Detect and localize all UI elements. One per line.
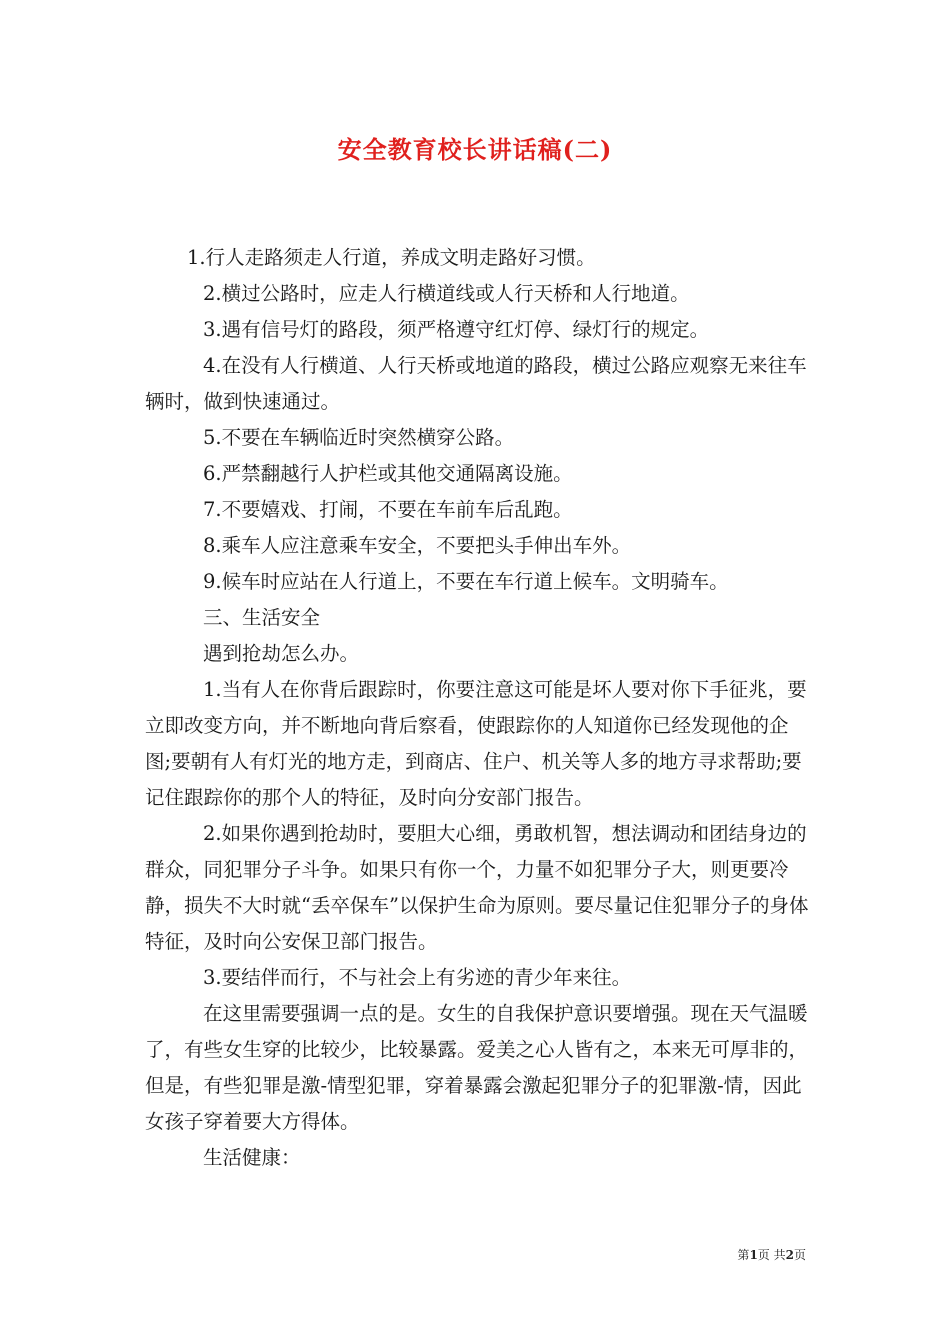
paragraph-rule-2: 2.横过公路时，应走人行横道线或人行天桥和人行地道。 [203, 282, 690, 305]
footer-middle: 页 共 [757, 1248, 786, 1262]
document-body [145, 240, 810, 1176]
subheading-robbery: 遇到抢劫怎么办。 [203, 642, 360, 665]
footer-suffix: 页 [793, 1248, 806, 1262]
paragraph-robbery-1: 1.当有人在你背后跟踪时，你要注意这可能是坏人要对你下手征兆，要立即改变方向，并不断地向背后察看，使跟踪你的人知道你已经发现他的企图;要朝有人有灯光的地方走，到商店、住户、机关等人多的地方寻求帮助;要记住跟踪你的那个人的特征，及时向分安部门报告。 [145, 678, 807, 809]
subheading-life-health: 生活健康： [203, 1146, 301, 1169]
section-heading-life-safety: 三、生活安全 [203, 606, 321, 629]
paragraph-rule-6: 6.严禁翻越行人护栏或其他交通隔离设施。 [203, 462, 573, 485]
paragraph-rule-8: 8.乘车人应注意乘车安全，不要把头手伸出车外。 [203, 534, 632, 557]
paragraph-rule-3: 3.遇有信号灯的路段，须严格遵守红灯停、绿灯行的规定。 [203, 318, 710, 341]
page-title: 安全教育校长讲话稿(二) [337, 135, 613, 164]
footer-prefix: 第 [737, 1248, 750, 1262]
paragraph-robbery-3: 3.要结伴而行，不与社会上有劣迹的青少年来往。 [203, 966, 632, 989]
paragraph-rule-1: 1.行人走路须走人行道，养成文明走路好习惯。 [187, 246, 596, 269]
paragraph-rule-9: 9.候车时应站在人行道上，不要在车行道上候车。文明骑车。 [203, 570, 729, 593]
footer-total-pages: 2 [785, 1248, 794, 1262]
paragraph-self-protection: 在这里需要强调一点的是。女生的自我保护意识要增强。现在天气温暖了，有些女生穿的比较少，比较暴露。爱美之心人皆有之，本来无可厚非的，但是，有些犯罪是激-情型犯罪，穿着暴露会激起犯罪分子的犯罪激-情，因此女孩子穿着要大方得体。 [145, 1002, 809, 1133]
paragraph-rule-7: 7.不要嬉戏、打闹，不要在车前车后乱跑。 [203, 498, 573, 521]
paragraph-robbery-2: 2.如果你遇到抢劫时，要胆大心细，勇敢机智，想法调动和团结身边的群众，同犯罪分子斗争。如果只有你一个，力量不如犯罪分子大，则更要冷静，损失不大时就“丢卒保车”以保护生命为原则。要尽量记住犯罪分子的身体特征，及时向公安保卫部门报告。 [145, 822, 809, 953]
paragraph-rule-5: 5.不要在车辆临近时突然横穿公路。 [203, 426, 515, 449]
footer-page-number: 1 [749, 1248, 758, 1262]
page-footer [0, 1246, 806, 1263]
paragraph-rule-4: 4.在没有人行横道、人行天桥或地道的路段，横过公路应观察无来往车辆时，做到快速通过。 [145, 354, 807, 413]
